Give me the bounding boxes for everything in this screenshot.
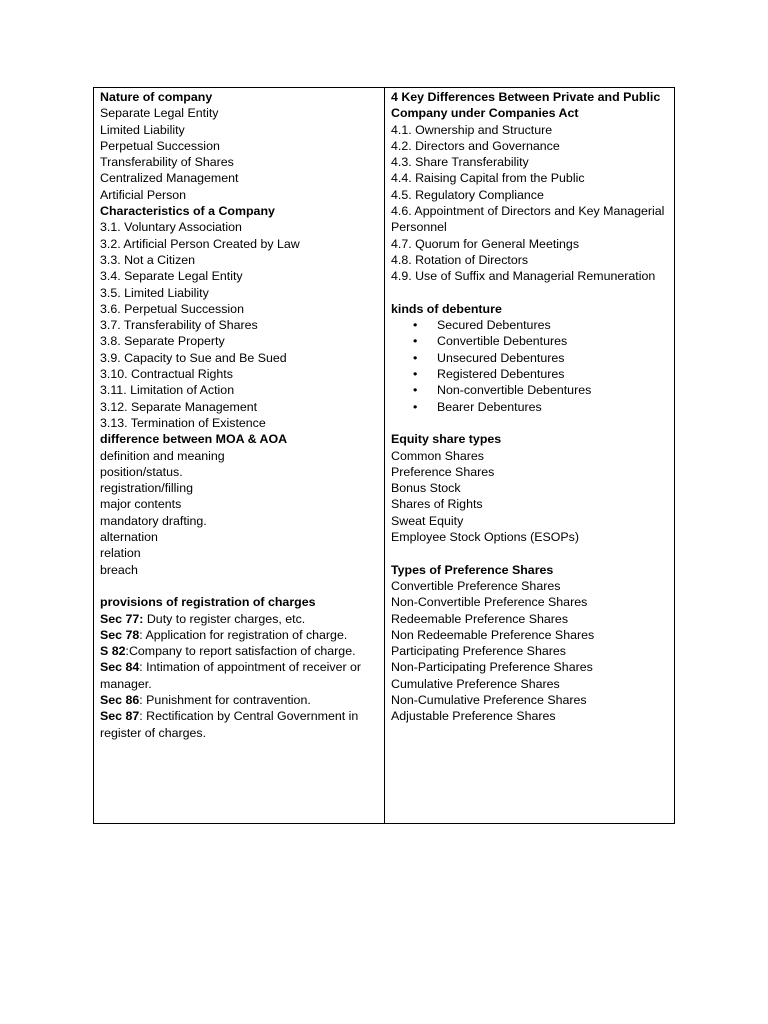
bullet-icon: •: [413, 334, 418, 349]
preference-item: Cumulative Preference Shares: [391, 676, 560, 691]
section-text: : Application for registration of charge.: [139, 627, 348, 642]
characteristics-item: 3.11. Limitation of Action: [100, 383, 235, 398]
section-text: : Punishment for contravention.: [139, 692, 311, 707]
debenture-item: [391, 333, 670, 349]
debenture-label: Bearer Debentures: [437, 399, 542, 414]
characteristics-item: 3.7. Transferability of Shares: [100, 318, 258, 333]
debenture-item: [391, 399, 670, 415]
differences-item: 4.8. Rotation of Directors: [391, 252, 529, 267]
equity-item: Sweat Equity: [391, 513, 464, 528]
preference-item: Non-Cumulative Preference Shares: [391, 692, 587, 707]
characteristics-item: 3.10. Contractual Rights: [100, 367, 233, 382]
differences-item: 4.3. Share Transferability: [391, 155, 529, 170]
spacer: [391, 415, 670, 431]
characteristics-heading: Characteristics of a Company: [100, 204, 275, 219]
debenture-label: Secured Debentures: [437, 318, 551, 333]
debenture-list: [391, 317, 670, 415]
characteristics-item: 3.2. Artificial Person Created by Law: [100, 236, 300, 251]
spacer: [391, 285, 670, 301]
equity-item: Bonus Stock: [391, 481, 461, 496]
charges-item: [100, 692, 380, 708]
debenture-item: [391, 366, 670, 382]
bullet-icon: •: [413, 399, 418, 414]
nature-item: Perpetual Succession: [100, 138, 220, 153]
moa-aoa-item: mandatory drafting.: [100, 513, 207, 528]
equity-item: Common Shares: [391, 448, 484, 463]
spacer: [100, 578, 380, 594]
section-label: Sec 87: [100, 709, 140, 724]
section-text: Duty to register charges, etc.: [143, 611, 306, 626]
preference-item: Redeemable Preference Shares: [391, 611, 569, 626]
differences-item: 4.1. Ownership and Structure: [391, 122, 553, 137]
charges-item: [100, 643, 380, 659]
section-text: : Intimation of appointment of receiver or manager.: [100, 660, 362, 691]
moa-aoa-item: breach: [100, 562, 138, 577]
characteristics-item: 3.1. Voluntary Association: [100, 220, 242, 235]
charges-item: [100, 627, 380, 643]
notes-table: [93, 87, 675, 824]
differences-item: 4.9. Use of Suffix and Managerial Remuneration: [391, 269, 656, 284]
equity-item: Shares of Rights: [391, 497, 483, 512]
moa-aoa-item: position/status.: [100, 464, 183, 479]
differences-heading: 4 Key Differences Between Private and Public Company under Companies Act: [391, 90, 661, 121]
preference-item: Non-Participating Preference Shares: [391, 660, 593, 675]
nature-item: Separate Legal Entity: [100, 106, 219, 121]
equity-item: Preference Shares: [391, 464, 495, 479]
preference-item: Non-Convertible Preference Shares: [391, 595, 588, 610]
section-label: Sec 77:: [100, 611, 144, 626]
debenture-heading: kinds of debenture: [391, 301, 502, 316]
section-label: Sec 84: [100, 660, 140, 675]
preference-heading: Types of Preference Shares: [391, 562, 554, 577]
moa-aoa-item: registration/filling: [100, 481, 193, 496]
section-label: Sec 86: [100, 692, 140, 707]
moa-aoa-item: relation: [100, 546, 141, 561]
spacer: [391, 545, 670, 561]
bullet-icon: •: [413, 367, 418, 382]
characteristics-item: 3.4. Separate Legal Entity: [100, 269, 243, 284]
left-column: [94, 88, 385, 823]
moa-aoa-heading: difference between MOA & AOA: [100, 432, 288, 447]
characteristics-item: 3.9. Capacity to Sue and Be Sued: [100, 350, 287, 365]
moa-aoa-item: major contents: [100, 497, 182, 512]
debenture-item: [391, 382, 670, 398]
characteristics-item: 3.13. Termination of Existence: [100, 415, 266, 430]
debenture-label: Unsecured Debentures: [437, 350, 565, 365]
characteristics-item: 3.3. Not a Citizen: [100, 252, 196, 267]
charges-item: [100, 659, 380, 692]
differences-item: 4.4. Raising Capital from the Public: [391, 171, 585, 186]
differences-item: 4.2. Directors and Governance: [391, 138, 560, 153]
nature-item: Centralized Management: [100, 171, 239, 186]
debenture-item: [391, 350, 670, 366]
debenture-item: [391, 317, 670, 333]
preference-item: Adjustable Preference Shares: [391, 709, 556, 724]
charges-heading: provisions of registration of charges: [100, 595, 316, 610]
characteristics-item: 3.12. Separate Management: [100, 399, 258, 414]
section-text: :Company to report satisfaction of charge.: [125, 644, 356, 659]
preference-item: Convertible Preference Shares: [391, 578, 561, 593]
equity-heading: Equity share types: [391, 432, 502, 447]
nature-item: Limited Liability: [100, 122, 185, 137]
equity-item: Employee Stock Options (ESOPs): [391, 530, 579, 545]
nature-item: Transferability of Shares: [100, 155, 234, 170]
characteristics-item: 3.8. Separate Property: [100, 334, 225, 349]
preference-item: Participating Preference Shares: [391, 644, 566, 659]
nature-item: Artificial Person: [100, 187, 187, 202]
debenture-label: Convertible Debentures: [437, 334, 568, 349]
characteristics-item: 3.6. Perpetual Succession: [100, 301, 244, 316]
charges-item: [100, 611, 380, 627]
bullet-icon: •: [413, 383, 418, 398]
characteristics-item: 3.5. Limited Liability: [100, 285, 209, 300]
section-text: : Rectification by Central Government in register of charges.: [100, 709, 359, 740]
moa-aoa-item: alternation: [100, 530, 158, 545]
moa-aoa-item: definition and meaning: [100, 448, 225, 463]
differences-item: 4.5. Regulatory Compliance: [391, 187, 544, 202]
differences-item: 4.7. Quorum for General Meetings: [391, 236, 580, 251]
differences-item: 4.6. Appointment of Directors and Key Managerial Personnel: [391, 204, 665, 235]
bullet-icon: •: [413, 350, 418, 365]
right-column: [385, 88, 674, 823]
charges-item: [100, 708, 380, 741]
nature-heading: Nature of company: [100, 90, 213, 104]
debenture-label: Registered Debentures: [437, 367, 565, 382]
bullet-icon: •: [413, 318, 418, 333]
debenture-label: Non-convertible Debentures: [437, 383, 592, 398]
section-label: Sec 78: [100, 627, 140, 642]
preference-item: Non Redeemable Preference Shares: [391, 627, 595, 642]
section-label: S 82: [100, 644, 126, 659]
